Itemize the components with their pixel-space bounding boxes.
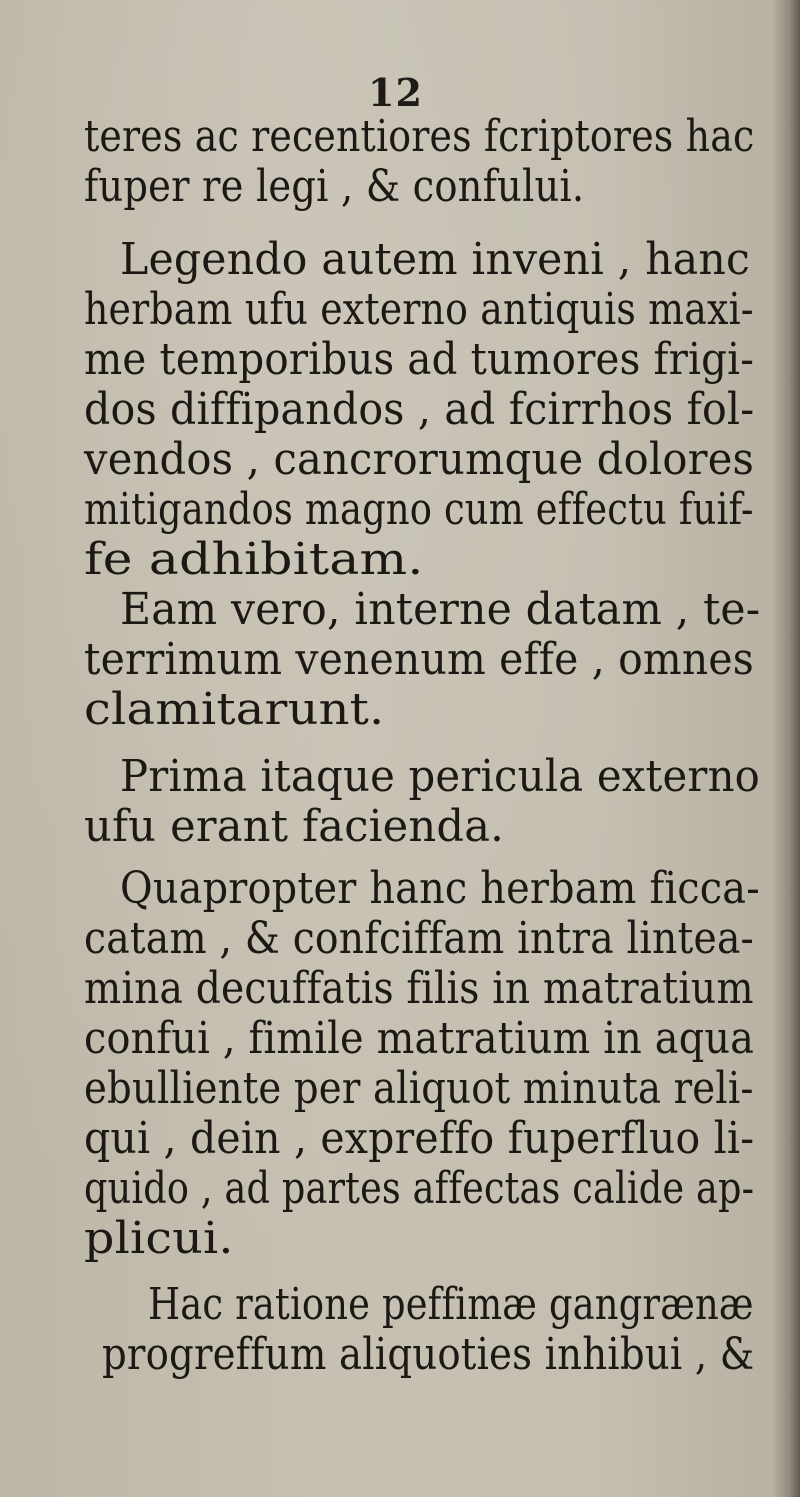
text-line: me temporibus ad tumores frigi- bbox=[84, 334, 755, 385]
text-line: mina decuffatis filis in matratium bbox=[84, 963, 754, 1014]
text-line: qui , dein , expreffo fuperfluo li- bbox=[84, 1113, 755, 1164]
text-line: plicui. bbox=[84, 1213, 234, 1264]
text-line: ebulliente per aliquot minuta reli- bbox=[84, 1063, 754, 1114]
text-line: Hac ratione peffimæ gangrænæ bbox=[148, 1279, 754, 1330]
text-line: dos diffipandos , ad fcirrhos fol- bbox=[84, 384, 755, 435]
text-line: Legendo autem inveni , hanc bbox=[120, 234, 751, 285]
text-line: catam , & confciffam intra lintea- bbox=[84, 913, 755, 964]
text-line: Eam vero, interne datam , te- bbox=[120, 584, 761, 635]
text-line: fe adhibitam. bbox=[84, 534, 424, 585]
text-line: quido , ad partes affectas calide ap- bbox=[84, 1163, 755, 1214]
text-line: Quapropter hanc herbam ficca- bbox=[120, 863, 760, 914]
text-line: vendos , cancrorumque dolores bbox=[84, 434, 755, 485]
text-line: teres ac recentiores fcriptores hac bbox=[84, 111, 755, 162]
text-line: progreffum aliquoties inhibui , & bbox=[102, 1329, 755, 1380]
text-line: Prima itaque pericula externo bbox=[120, 751, 761, 802]
text-line: ufu erant facienda. bbox=[84, 801, 505, 852]
text-line: confui , fimile matratium in aqua bbox=[84, 1013, 755, 1064]
text-line: terrimum venenum effe , omnes bbox=[84, 634, 754, 685]
text-line: mitigandos magno cum effectu fuif- bbox=[84, 484, 754, 535]
text-line: fuper re legi , & confului. bbox=[84, 161, 585, 212]
page-edge-shadow bbox=[772, 0, 800, 1497]
text-line: herbam ufu externo antiquis maxi- bbox=[84, 284, 754, 335]
page-number: 12 bbox=[368, 70, 423, 115]
text-line: clamitarunt. bbox=[84, 684, 385, 735]
